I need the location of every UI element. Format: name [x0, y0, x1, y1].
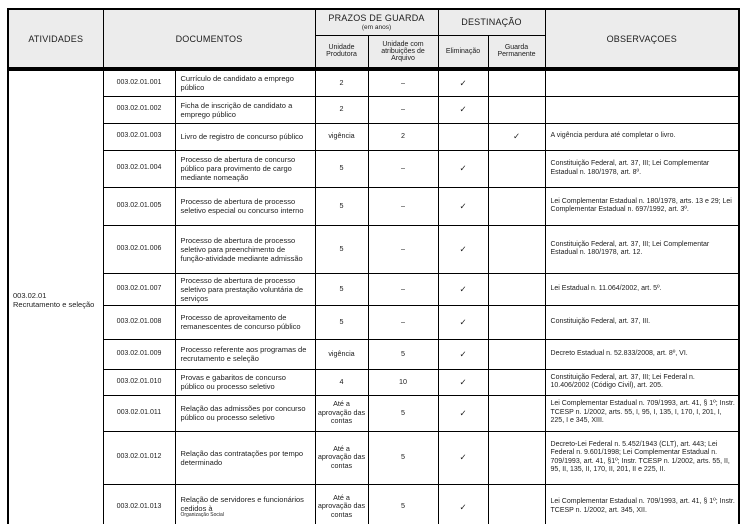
eliminacao-check: ✓ [459, 348, 467, 359]
eliminacao-check-cell [438, 69, 488, 96]
observacoes-text-cell [545, 369, 739, 395]
document-code-cell [103, 96, 175, 123]
eliminacao-check: ✓ [459, 163, 467, 174]
observacoes-text: Constituição Federal, art. 37, III; Lei Complementar Estadual n. 180/1978, art. 12. [550, 240, 710, 256]
prazo-unidade-produtora: Até a aprovação das contas [317, 399, 366, 426]
eliminacao-check-cell [438, 187, 488, 225]
observacoes-text-cell [545, 339, 739, 369]
document-code: 003.02.01.006 [116, 244, 162, 252]
prazo-unidade-arquivo: 5 [401, 452, 405, 462]
prazo-unidade-produtora-cell [315, 225, 368, 273]
prazo-unidade-arquivo-cell [368, 187, 438, 225]
prazo-unidade-produtora: 5 [339, 316, 344, 326]
document-code: 003.02.01.005 [116, 201, 162, 209]
header-prazos-unit: (em anos) [361, 24, 392, 32]
table-row [8, 69, 739, 96]
observacoes-text: Decreto Estadual n. 52.833/2008, art. 8º, VI. [550, 349, 688, 357]
eliminacao-check: ✓ [459, 407, 467, 418]
eliminacao-check-cell [438, 305, 488, 339]
prazo-unidade-arquivo-cell [368, 123, 438, 150]
guarda-permanente-check: ✓ [512, 131, 521, 142]
document-code-cell [103, 123, 175, 150]
table-row [8, 431, 739, 484]
prazo-unidade-produtora: vigência [328, 131, 355, 141]
document-code: 003.02.01.011 [116, 408, 162, 416]
observacoes-text: Lei Complementar Estadual n. 709/1993, art. 41, § 1º; Instr. TCESP n. 1/2002, arts. 55, I, 95, I, 135, I, 170, I, 201, I, 225, I e 345, XIII. [550, 400, 735, 425]
observacoes-text: A vigência perdura até completar o livro. [550, 132, 676, 140]
prazo-unidade-produtora: 2 [339, 77, 344, 87]
prazo-unidade-arquivo: – [401, 163, 405, 173]
observacoes-text-cell [545, 123, 739, 150]
prazo-unidade-produtora-cell [315, 339, 368, 369]
guarda-permanente-check-cell [488, 369, 545, 395]
prazo-unidade-arquivo: 5 [401, 348, 405, 358]
prazo-unidade-arquivo-cell [368, 225, 438, 273]
guarda-permanente-check-cell [488, 96, 545, 123]
header-observacoes: OBSERVAÇOES [545, 9, 739, 69]
document-code: 003.02.01.010 [116, 377, 162, 385]
eliminacao-check: ✓ [459, 243, 467, 254]
document-description: Processo de abertura de processo seletivo para preenchimento de função-atividade mediante admissão [180, 235, 303, 263]
document-code-cell [103, 395, 175, 431]
prazo-unidade-arquivo: 5 [401, 407, 405, 417]
guarda-permanente-check-cell [488, 339, 545, 369]
prazo-unidade-arquivo-cell [368, 369, 438, 395]
eliminacao-check-cell [438, 484, 488, 524]
prazo-unidade-produtora-cell [315, 484, 368, 524]
prazo-unidade-arquivo: 2 [401, 131, 405, 141]
observacoes-text: Lei Complementar Estadual n. 180/1978, arts. 13 e 29; Lei Complementar Estadual n. 697/1992, art. 3º. [550, 197, 732, 213]
document-description-cell [175, 369, 315, 395]
document-description: Processo de abertura de concurso público para provimento de cargo mediante nomeação [180, 155, 296, 182]
table-header [8, 9, 739, 69]
document-description: Currículo de candidato a emprego público [180, 74, 294, 93]
prazo-unidade-produtora-cell [315, 395, 368, 431]
table-row [8, 96, 739, 123]
prazo-unidade-produtora: 5 [339, 163, 344, 173]
prazo-unidade-arquivo: – [401, 77, 405, 87]
guarda-permanente-check-cell [488, 273, 545, 305]
prazo-unidade-arquivo-cell [368, 96, 438, 123]
observacoes-text: Constituição Federal, art. 37, III; Lei Complementar Estadual n. 180/1978, art. 8º. [550, 160, 710, 176]
eliminacao-check: ✓ [459, 501, 467, 512]
document-description-cell [175, 150, 315, 187]
table-row [8, 123, 739, 150]
document-code: 003.02.01.003 [116, 132, 162, 140]
observacoes-text-cell [545, 225, 739, 273]
document-code-cell [103, 369, 175, 395]
guarda-permanente-check-cell [488, 225, 545, 273]
guarda-permanente-check-cell [488, 484, 545, 524]
header-documentos: DOCUMENTOS [103, 9, 315, 69]
observacoes-text: Lei Estadual n. 11.064/2002, art. 5º. [550, 284, 662, 292]
retention-schedule-table [7, 8, 740, 524]
document-code-cell [103, 187, 175, 225]
prazo-unidade-arquivo-cell [368, 69, 438, 96]
document-description: Processo de abertura de processo seletivo para prestação voluntária de serviços [180, 275, 304, 303]
eliminacao-check: ✓ [459, 376, 467, 387]
prazo-unidade-arquivo: 10 [399, 376, 407, 386]
document-code-cell [103, 431, 175, 484]
observacoes-text-cell [545, 484, 739, 524]
document-description-cell [175, 395, 315, 431]
prazo-unidade-arquivo-cell [368, 395, 438, 431]
header-unidade-arquivo: Unidade com atribuições de Arquivo [368, 35, 438, 69]
prazo-unidade-produtora: 4 [339, 376, 344, 386]
document-code-cell [103, 305, 175, 339]
eliminacao-check-cell [438, 225, 488, 273]
activity-label: Recrutamento e seleção [13, 300, 95, 309]
document-code: 003.02.01.013 [116, 502, 162, 510]
prazo-unidade-arquivo-cell [368, 431, 438, 484]
observacoes-text-cell [545, 96, 739, 123]
eliminacao-check-cell [438, 96, 488, 123]
document-code: 003.02.01.008 [116, 317, 162, 325]
observacoes-text: Constituição Federal, art. 37, III; Lei Federal n. 10.406/2002 (Código Civil), art. 205. [550, 373, 695, 389]
eliminacao-check-cell [438, 339, 488, 369]
document-description: Relação de servidores e funcionários cedidos à [180, 495, 304, 513]
header-guarda-permanente: Guarda Permanente [488, 35, 545, 69]
guarda-permanente-check-cell [488, 395, 545, 431]
document-code-cell [103, 150, 175, 187]
eliminacao-check-cell [438, 431, 488, 484]
document-description: Ficha de inscrição de candidato a emprego público [180, 100, 293, 119]
guarda-permanente-check-cell [488, 69, 545, 96]
prazo-unidade-produtora-cell [315, 96, 368, 123]
eliminacao-check: ✓ [459, 200, 467, 211]
document-code: 003.02.01.004 [116, 164, 162, 172]
header-atividades: ATIVIDADES [8, 9, 103, 69]
prazo-unidade-arquivo: – [401, 104, 405, 114]
prazo-unidade-produtora: 2 [339, 104, 344, 114]
observacoes-text: Lei Complementar Estadual n. 709/1993, art. 41, § 1º; Instr. TCESP n. 1/2002, art. 345, XII. [550, 498, 735, 514]
observacoes-text-cell [545, 305, 739, 339]
document-code: 003.02.01.009 [116, 349, 162, 357]
document-description-cell [175, 484, 315, 524]
guarda-permanente-check-cell [488, 305, 545, 339]
document-description: Processo de aproveitamento de remanescentes de concurso público [180, 313, 301, 331]
prazo-unidade-arquivo: – [401, 316, 405, 326]
document-description-cell [175, 305, 315, 339]
prazo-unidade-arquivo-cell [368, 150, 438, 187]
prazo-unidade-produtora: Até a aprovação das contas [317, 443, 366, 470]
document-code-cell [103, 225, 175, 273]
activity-cell [8, 69, 103, 524]
prazo-unidade-arquivo: 5 [401, 501, 405, 511]
eliminacao-check: ✓ [459, 104, 467, 115]
document-description-cell [175, 123, 315, 150]
prazo-unidade-arquivo: – [401, 200, 405, 210]
header-prazos-title: PRAZOS DE GUARDA [328, 13, 425, 24]
eliminacao-check: ✓ [459, 452, 467, 463]
document-description-cell [175, 96, 315, 123]
document-code-cell [103, 339, 175, 369]
guarda-permanente-check-cell [488, 431, 545, 484]
prazo-unidade-produtora-cell [315, 150, 368, 187]
header-eliminacao: Eliminação [438, 35, 488, 69]
prazo-unidade-produtora: vigência [328, 348, 355, 358]
activity-code: 003.02.01 [13, 291, 47, 300]
prazo-unidade-arquivo: – [401, 283, 405, 293]
table-row [8, 273, 739, 305]
table-row [8, 305, 739, 339]
prazo-unidade-arquivo-cell [368, 339, 438, 369]
observacoes-text: Constituição Federal, art. 37, III. [550, 317, 651, 325]
eliminacao-check-cell [438, 123, 488, 150]
document-code: 003.02.01.002 [116, 105, 162, 113]
header-unidade-produtora: Unidade Produtora [315, 35, 368, 69]
eliminacao-check-cell [438, 369, 488, 395]
prazo-unidade-produtora-cell [315, 431, 368, 484]
eliminacao-check: ✓ [459, 78, 467, 89]
table-body [8, 69, 739, 524]
table-row [8, 150, 739, 187]
document-code-cell [103, 69, 175, 96]
observacoes-text-cell [545, 187, 739, 225]
table-row [8, 395, 739, 431]
table-row [8, 484, 739, 524]
prazo-unidade-produtora-cell [315, 123, 368, 150]
document-description: Processo de abertura de processo seletivo especial ou concurso interno [180, 197, 304, 215]
observacoes-text-cell [545, 273, 739, 305]
eliminacao-check: ✓ [459, 283, 467, 294]
document-code-cell [103, 273, 175, 305]
prazo-unidade-arquivo-cell [368, 273, 438, 305]
observacoes-text: Decreto-Lei Federal n. 5.452/1943 (CLT), art. 443; Lei Federal n. 9.601/1998; Lei Complementar Estadual n. 709/1993, art. 41, §1º; Instr. TCESP n. 1/2002, arts. 55, II, 95, II, 135, II, 170, II, 201, II e 225, II. [550, 440, 730, 473]
document-description-small: Organização Social [180, 512, 224, 518]
table-row [8, 369, 739, 395]
prazo-unidade-produtora: 5 [339, 283, 344, 293]
document-description-cell [175, 69, 315, 96]
document-description-cell [175, 339, 315, 369]
observacoes-text-cell [545, 395, 739, 431]
prazo-unidade-produtora: 5 [339, 200, 344, 210]
prazo-unidade-produtora-cell [315, 273, 368, 305]
eliminacao-check-cell [438, 395, 488, 431]
table-row [8, 339, 739, 369]
prazo-unidade-produtora-cell [315, 305, 368, 339]
observacoes-text-cell [545, 69, 739, 96]
guarda-permanente-check-cell [488, 150, 545, 187]
prazo-unidade-produtora: 5 [339, 243, 344, 253]
header-prazos-de-guarda [315, 9, 438, 35]
observacoes-text-cell [545, 431, 739, 484]
document-description: Processo referente aos programas de recrutamento e seleção [180, 345, 307, 363]
eliminacao-check-cell [438, 273, 488, 305]
document-description-cell [175, 187, 315, 225]
document-description-cell [175, 431, 315, 484]
header-destinacao: DESTINAÇÃO [438, 9, 545, 35]
guarda-permanente-check-cell [488, 187, 545, 225]
table-row [8, 225, 739, 273]
prazo-unidade-produtora-cell [315, 369, 368, 395]
document-code: 003.02.01.007 [116, 284, 162, 292]
guarda-permanente-check-cell [488, 123, 545, 150]
table-row [8, 187, 739, 225]
document-code-cell [103, 484, 175, 524]
document-code: 003.02.01.001 [116, 79, 162, 87]
eliminacao-check: ✓ [459, 316, 467, 327]
prazo-unidade-produtora: Até a aprovação das contas [317, 492, 366, 520]
prazo-unidade-produtora-cell [315, 69, 368, 96]
document-description: Provas e gabaritos de concurso público ou processo seletivo [180, 373, 286, 391]
prazo-unidade-arquivo-cell [368, 484, 438, 524]
prazo-unidade-produtora-cell [315, 187, 368, 225]
document-description: Relação das contratações por tempo determinado [180, 448, 304, 467]
eliminacao-check-cell [438, 150, 488, 187]
document-code: 003.02.01.012 [116, 453, 162, 461]
document-description-cell [175, 225, 315, 273]
document-description: Livro de registro de concurso público [180, 132, 304, 141]
document-description-cell [175, 273, 315, 305]
prazo-unidade-arquivo: – [401, 243, 405, 253]
prazo-unidade-arquivo-cell [368, 305, 438, 339]
observacoes-text-cell [545, 150, 739, 187]
document-description: Relação das admissões por concurso público ou processo seletivo [180, 404, 306, 422]
